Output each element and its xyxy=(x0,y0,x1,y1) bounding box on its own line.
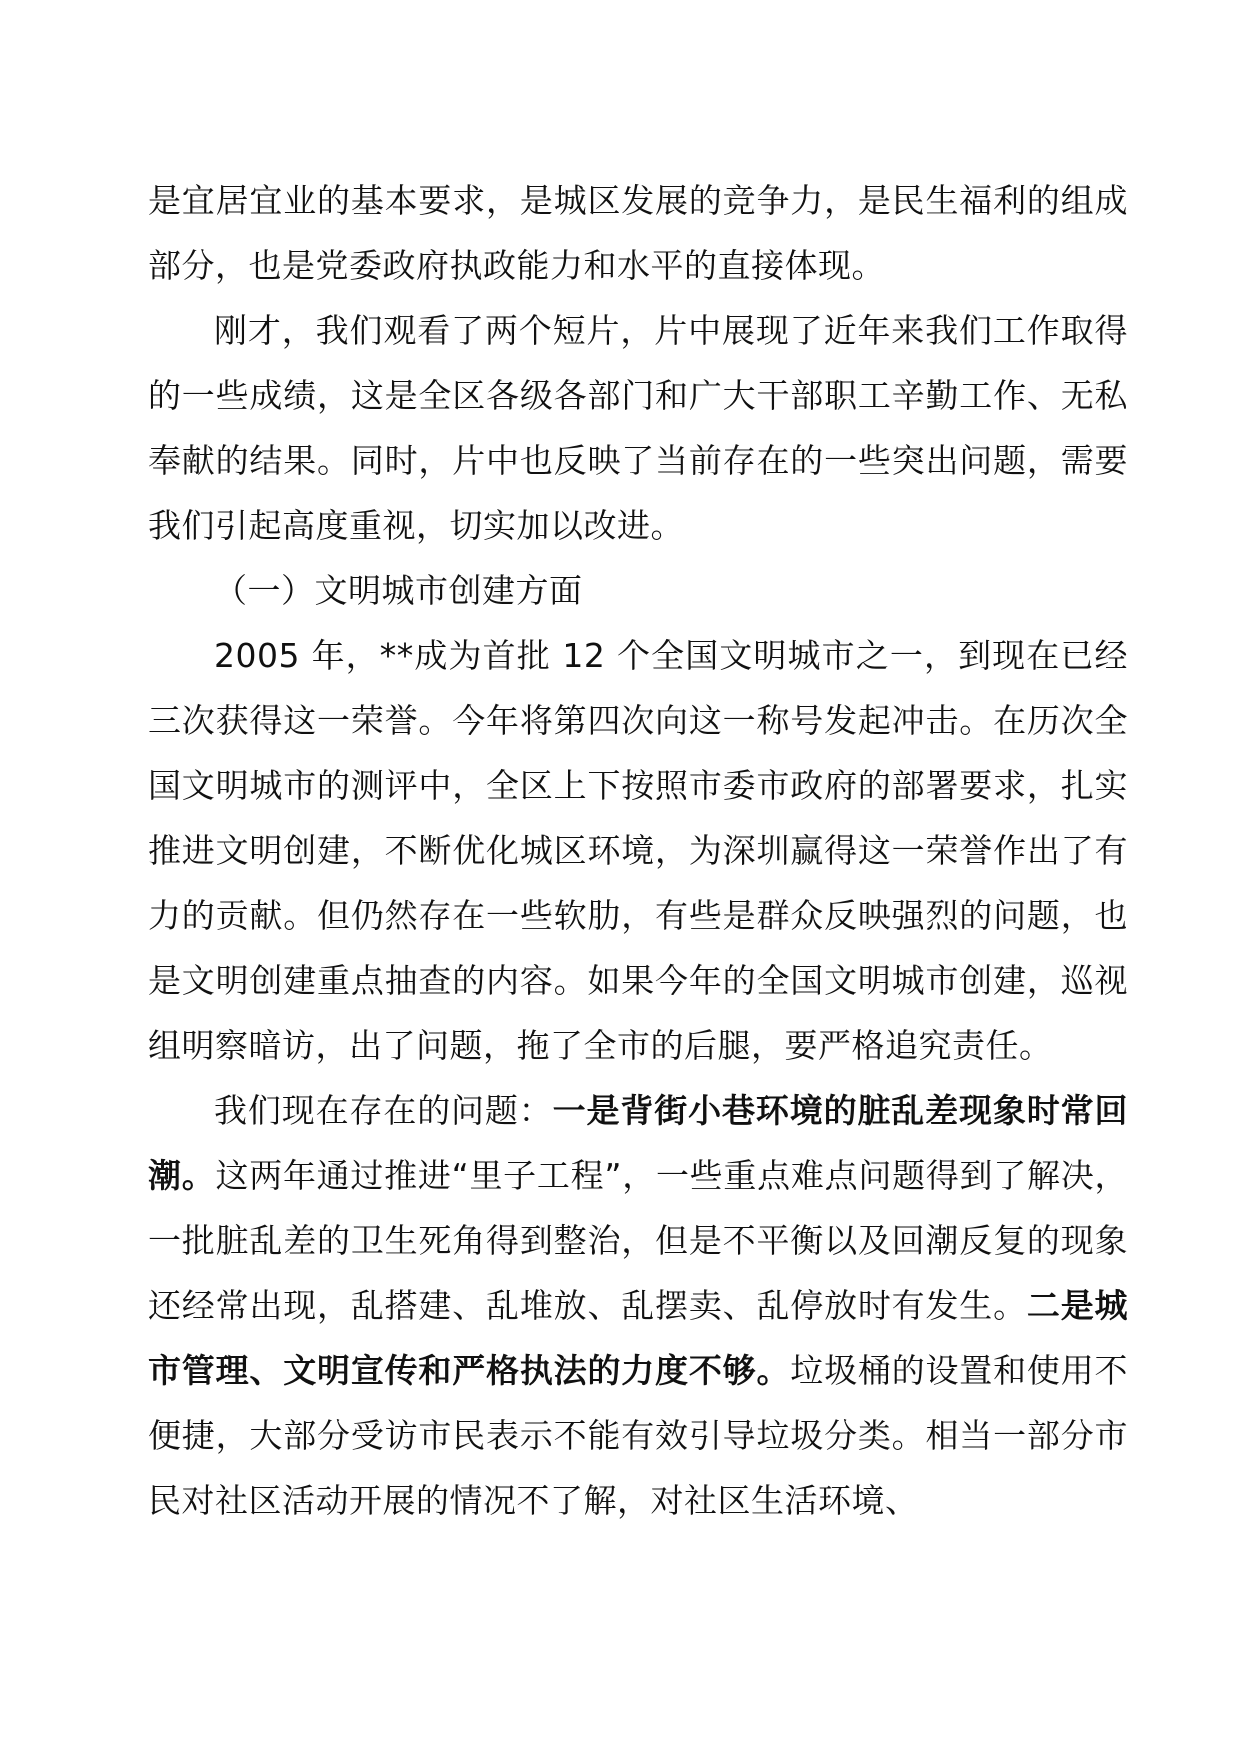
paragraph-civilized-city-history: 2005 年，**成为首批 12 个全国文明城市之一，到现在已经三次获得这一荣誉。今年将第四次向这一称号发起冲击。在历次全国文明城市的测评中，全区上下按照市委市政府的部署要求，扎实推进文明创建，不断优化城区环境，为深圳赢得这一荣誉作出了有力的贡献。但仍然存在一些软肋，有些是群众反映强烈的问题，也是文明创建重点抽查的内容。如果今年的全国文明城市创建，巡视组明察暗访，出了问题，拖了全市的后腿，要严格追究责任。 xyxy=(148,636,1128,1065)
problem-two-bold: 二是城市管理、文明宣传和严格执法的力度不够。 xyxy=(148,1286,1129,1390)
problem-one-bold: 一是背街小巷环境的脏乱差现象时常回潮。 xyxy=(148,1091,1129,1195)
problems-intro: 我们现在存在的问题： xyxy=(214,1091,553,1130)
paragraph-continuation: 是宜居宜业的基本要求，是城区发展的竞争力，是民生福利的组成部分，也是党委政府执政能力和水平的直接体现。 xyxy=(148,181,1128,285)
section-heading-civilized-city: （一）文明城市创建方面 xyxy=(214,571,583,610)
document-body xyxy=(148,168,1128,1533)
problem-two-detail: 垃圾桶的设置和使用不便捷，大部分受访市民表示不能有效引导垃圾分类。相当一部分市民对社区活动开展的情况不了解，对社区生活环境、 xyxy=(148,1351,1129,1520)
paragraph-short-films: 刚才，我们观看了两个短片，片中展现了近年来我们工作取得的一些成绩，这是全区各级各部门和广大干部职工辛勤工作、无私奉献的结果。同时，片中也反映了当前存在的一些突出问题，需要我们引起高度重视，切实加以改进。 xyxy=(148,311,1128,545)
paragraph-existing-problems xyxy=(148,1078,1128,1533)
problem-one-detail: 这两年通过推进“里子工程”，一些重点难点问题得到了解决，一批脏乱差的卫生死角得到整治，但是不平衡以及回潮反复的现象还经常出现，乱搭建、乱堆放、乱摆卖、乱停放时有发生。 xyxy=(148,1156,1128,1325)
